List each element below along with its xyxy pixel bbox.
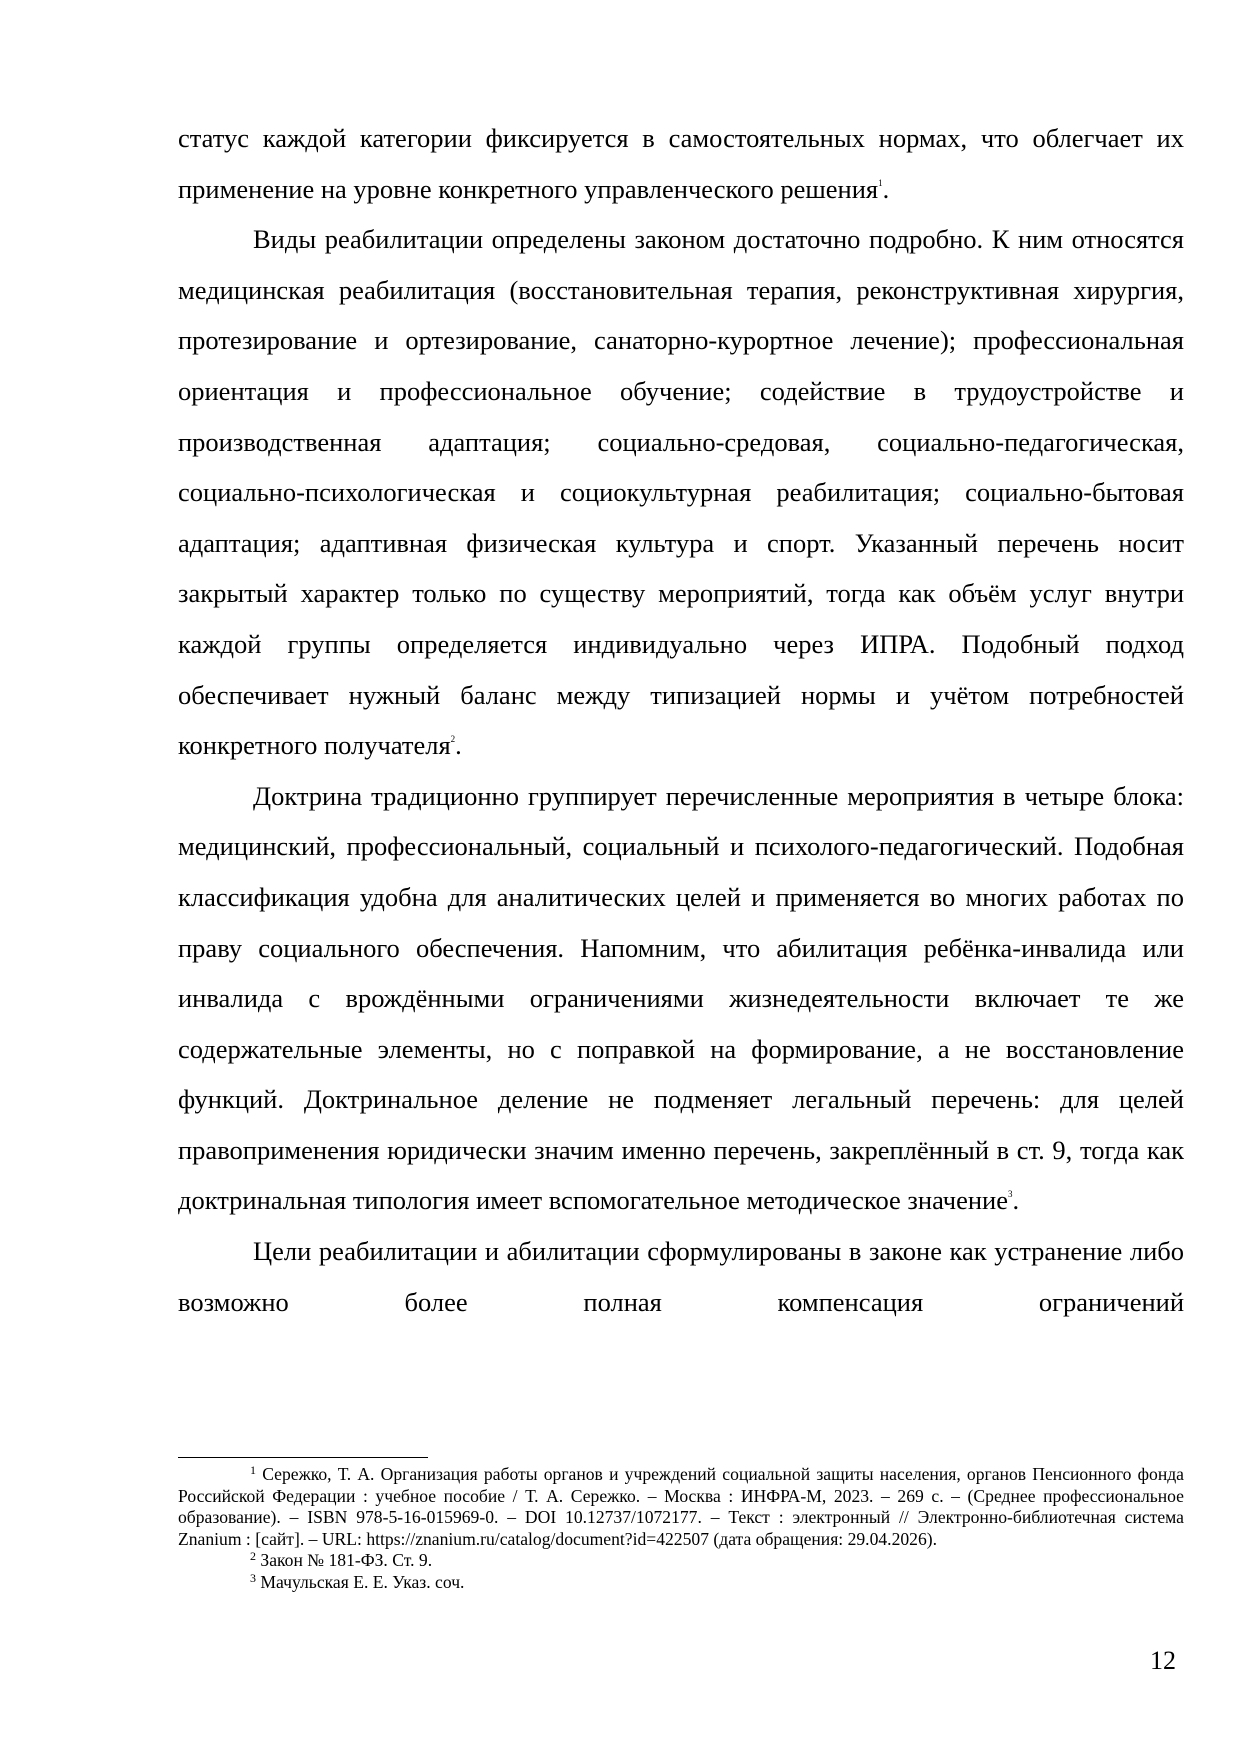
paragraph-text: Виды реабилитации определены законом достаточно подробно. К ним относятся медицинская реабилитация (восстановительная терапия, реконструктивная хирургия, протезирование и ортезирование, санаторно-курортное лечение); профессиональная ориентация и профессиональное обучение; содействие в трудоустройстве и производственная адаптация; социально-средовая, социально-педагогическая, социально-психологическая и социокультурная реабилитация; социально-бытовая адаптация; адаптивная физическая культура и спорт. Указанный перечень носит закрытый характер только по существу мероприятий, тогда как объём услуг внутри каждой группы определяется индивидуально через ИПРА. Подобный подход обеспечивает нужный баланс между типизацией нормы и учётом потребностей конкретного получателя — [178, 224, 1184, 761]
paragraph-doctrine — [178, 771, 1184, 1226]
paragraph-text: Доктрина традиционно группирует перечисленные мероприятия в четыре блока: медицинский, профессиональный, социальный и психолого-педагогический. Подобная классификация удобна для аналитических целей и применяется во многих работах по праву социального обеспечения. Напомним, что абилитация ребёнка-инвалида или инвалида с врождёнными ограничениями жизнедеятельности включает те же содержательные элементы, но с поправкой на формирование, а не восстановление функций. Доктринальное деление не подменяет легальный перечень: для целей правоприменения юридически значим именно перечень, закреплённый в ст. 9, тогда как доктринальная типология имеет вспомогательное методическое значение — [178, 780, 1184, 1216]
footnote-mark: 3 — [250, 1570, 256, 1585]
footnote-text: Сережко, Т. А. Организация работы органов и учреждений социальной защиты населения, органов Пенсионного фонда Российской Федерации : учебное пособие / Т. А. Сережко. – Москва : ИНФРА-М, 2023. – 269 с. – (Среднее профессиональное образование). – ISBN 978-5-16-015969-0. – DOI 10.12737/1072177. – Текст : электронный // Электронно-библиотечная система Znanium : [сайт]. – URL: https://znanium.ru/catalog/document?id=422507 (дата обращения: 29.04.2026). — [178, 1464, 1184, 1549]
paragraph-text: статус каждой категории фиксируется в самостоятельных нормах, что облегчает их применение на уровне конкретного управленческого решения — [178, 123, 1184, 204]
body-text — [178, 113, 1184, 1327]
paragraph-tail: . — [455, 730, 462, 761]
footnote-mark: 1 — [250, 1463, 256, 1477]
footnote-1 — [178, 1464, 1184, 1550]
paragraph-continuation — [178, 113, 1184, 214]
paragraph-tail: . — [882, 173, 890, 204]
footnote-reference[interactable]: 2 — [450, 734, 456, 745]
footnote-2 — [178, 1550, 1184, 1572]
footnote-text: Закон № 181-ФЗ. Ст. 9. — [256, 1550, 433, 1571]
footnotes — [178, 1464, 1184, 1594]
footnote-mark: 2 — [250, 1549, 256, 1564]
page-number: 12 — [1150, 1646, 1176, 1675]
footnote-reference[interactable]: 3 — [1008, 1189, 1013, 1200]
paragraph-tail: . — [1012, 1185, 1020, 1216]
paragraph-rehabilitation-types — [178, 214, 1184, 771]
footnote-3 — [178, 1572, 1184, 1594]
footnote-separator — [178, 1457, 428, 1458]
paragraph-text: Цели реабилитации и абилитации сформулированы в законе как устранение либо возможно более полная компенсация ограничений — [178, 1236, 1184, 1317]
footnote-reference[interactable]: 1 — [878, 177, 883, 188]
footnote-text: Мачульская Е. Е. Указ. соч. — [256, 1571, 465, 1592]
paragraph-goals — [178, 1226, 1184, 1327]
